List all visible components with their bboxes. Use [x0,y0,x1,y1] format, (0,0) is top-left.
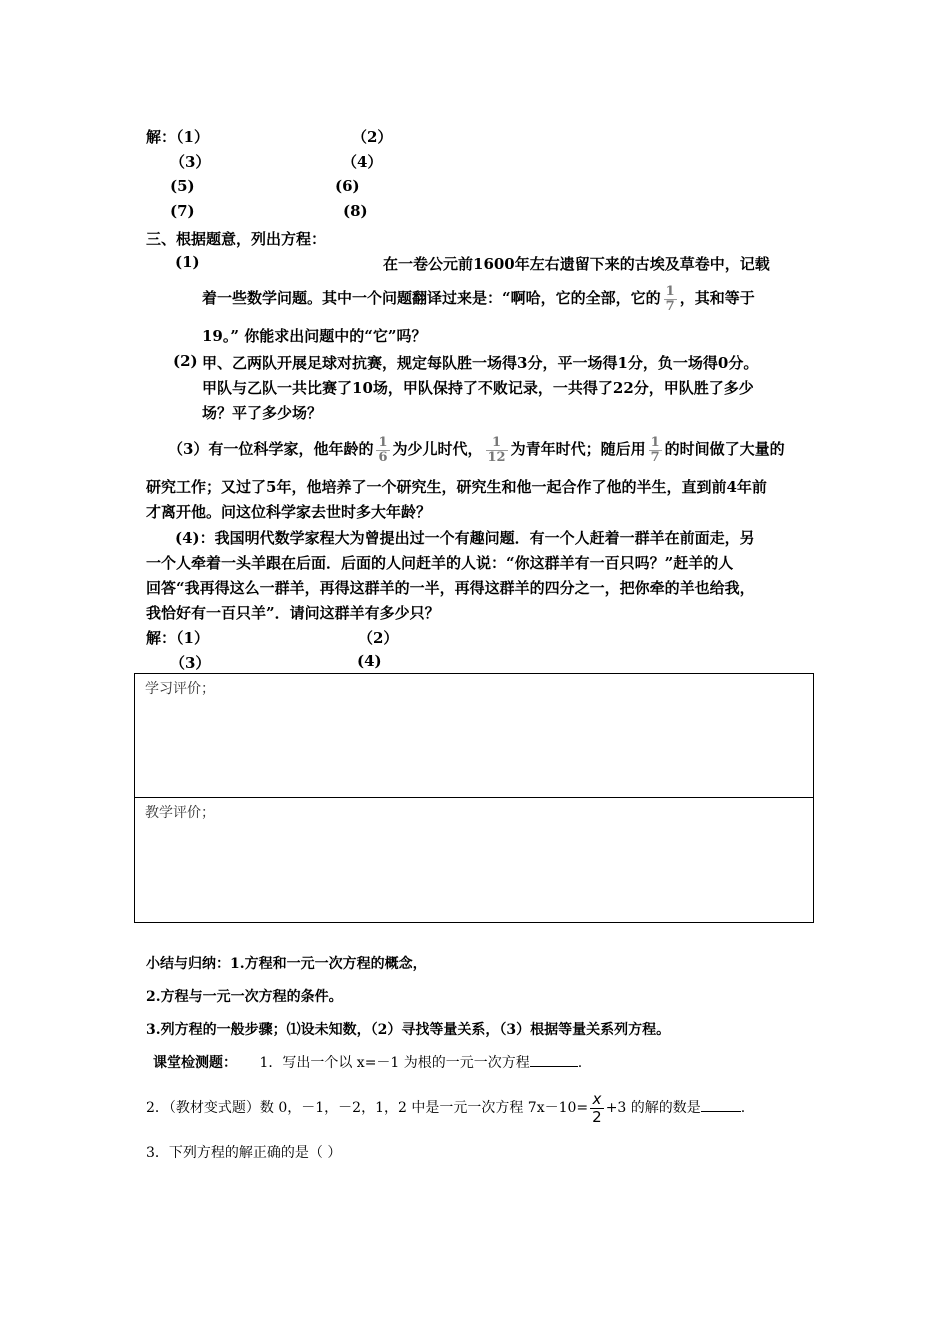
summary-line1: 小结与归纳：1.方程和一元一次方程的概念， [146,956,427,972]
answer-2: （2） [358,629,399,647]
fraction-denominator: 7 [650,449,660,465]
answer-3: （3） [170,153,211,171]
section-heading: 三、根据题意，列出方程： [146,230,327,248]
fraction-denominator: 7 [665,298,675,314]
fraction-one-seventh [664,285,677,314]
q3-line2: 研究工作；又过了5年，他培养了一个研究生，研究生和他一起合作了他的半生，直到前4年前 [146,478,767,496]
quiz-q2-end: . [740,1100,746,1116]
quiz-q2 [146,1088,745,1128]
q2-number: (2) [173,352,198,370]
fraction-denominator: 6 [378,449,388,465]
q2-line2: 甲队与乙队一共比赛了10场，甲队保持了不败记录，一共得了22分，甲队胜了多少 [202,379,754,397]
q1-line2-end: ，其和等于 [679,289,755,307]
fraction-numerator: 1 [665,283,675,299]
quiz-q2-text-b: +3 的解的数是 [605,1100,701,1116]
jie-label: 解： [146,128,177,146]
teaching-evaluation-label: 教学评价； [145,805,215,821]
q1-line1: 在一卷公元前1600年左右遗留下来的古埃及草卷中，记载 [383,255,770,273]
q3-text-c: 为青年时代；随后用 [510,440,646,458]
q4-line4: 我恰好有一百只羊”．请问这群羊有多少只？ [146,604,440,622]
fraction-numerator: x [590,1091,604,1109]
quiz-q1: 1．写出一个以 x=－1 为根的一元一次方程 [259,1055,530,1071]
q4-line1: (4)：我国明代数学家程大为曾提出过一个有趣问题．有一个人赶着一群羊在前面走，另 [175,529,755,547]
answer-7: (7) [170,202,195,220]
summary-line3: 3.列方程的一般步骤；⑴设未知数，（2）寻找等量关系，（3）根据等量关系列方程。 [146,1022,671,1038]
q2-line1: 甲、乙两队开展足球对抗赛，规定每队胜一场得3分，平一场得1分，负一场得0分。 [202,354,759,372]
teaching-evaluation-box [134,797,814,923]
q3-text-b: 为少儿时代， [392,440,483,458]
fraction-numerator: 1 [650,434,660,450]
answer-label-jie-1 [146,126,209,147]
q4-line3: 回答“我再得这么一群羊，再得这群羊的一半，再得这群羊的四分之一，把你牵的羊也给我， [146,579,755,597]
study-evaluation-label: 学习评价； [145,681,215,697]
summary-line2: 2.方程与一元一次方程的条件。 [146,989,343,1005]
answer-1: （1） [176,128,209,146]
answer-3: （3） [170,654,211,672]
q3-text-d: 的时间做了大量的 [664,440,785,458]
q3-line3: 才离开他。问这位科学家去世时多大年龄？ [146,503,432,521]
q1-line3: 19。” 你能求出问题中的“它”吗？ [202,327,427,345]
q1-line2-text: 着一些数学问题。其中一个问题翻译过来是：“啊哈，它的全部，它的 [202,289,661,307]
q2-line3: 场？平了多少场？ [202,404,323,422]
fraction-one-sixth [376,436,389,465]
fraction-numerator: 1 [486,436,508,451]
fraction-numerator: 1 [378,434,388,450]
answer-1: （1） [176,629,209,647]
answer-blank [701,1097,741,1112]
q4-line2: 一个人牵着一头羊跟在后面．后面的人问赶羊的人说：“你这群羊有一百只吗？”赶羊的人 [146,554,734,572]
quiz-line1 [153,1052,582,1072]
answer-4: (4) [357,652,382,670]
answer-2: （2） [352,128,393,146]
quiz-q3: 3．下列方程的解正确的是（ ） [146,1145,342,1161]
q1-number: (1) [175,253,200,271]
fraction-one-seventh [649,436,662,465]
fraction-denominator: 12 [487,449,506,465]
quiz-q1-end: . [577,1055,583,1071]
jie-label: 解： [146,629,177,647]
quiz-q2-text: 2．（教材变式题）数 0，－1，－2，1，2 中是一元一次方程 7x－10= [146,1100,589,1116]
answer-4: （4） [342,153,383,171]
answer-6: (6) [335,177,360,195]
study-evaluation-box [134,673,814,798]
q1-line2 [202,280,755,316]
fraction-denominator: 2 [592,1107,602,1126]
fraction-one-twelfth [486,436,508,465]
fraction-x-over-2 [590,1091,604,1126]
q3-text-a: （3）有一位科学家，他年龄的 [168,440,374,458]
answer-label-jie-2 [146,627,209,648]
answer-blank [530,1052,578,1067]
answer-8: (8) [343,202,368,220]
quiz-title: 课堂检测题： [153,1055,237,1071]
answer-5: (5) [170,177,195,195]
q3-line1 [168,430,785,468]
